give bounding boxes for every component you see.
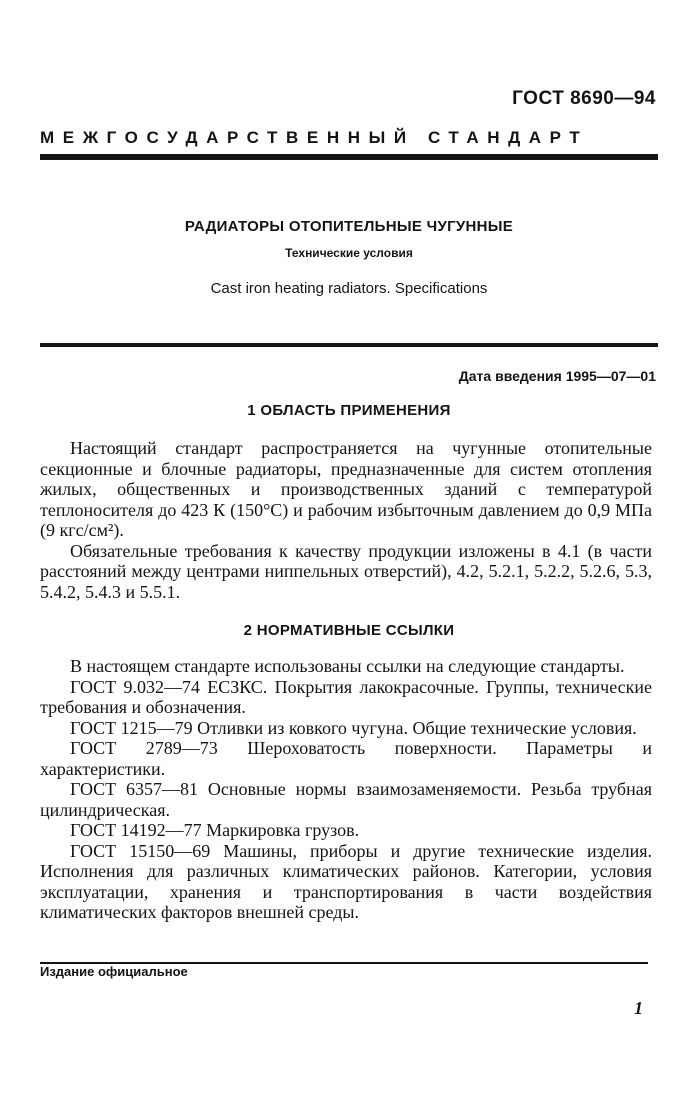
header-rule bbox=[40, 154, 658, 160]
standard-type-heading: МЕЖГОСУДАРСТВЕННЫЙ СТАНДАРТ bbox=[40, 128, 589, 147]
document-title: РАДИАТОРЫ ОТОПИТЕЛЬНЫЕ ЧУГУННЫЕ bbox=[184, 218, 514, 235]
paragraph: Настоящий стандарт распространяется на чугунные отопительные секционные и блочные радиаторы, предназначенные для систем отопления жилых, общественных и производственных зданий с температурой теплоносителя до 423 К (150°С) и рабочим избыточным давлением до 0,9 МПа (9 кгс/см²). bbox=[40, 438, 652, 540]
paragraph: ГОСТ 1215—79 Отливки из ковкого чугуна. Общие технические условия. bbox=[70, 717, 637, 738]
title-rule bbox=[40, 343, 658, 347]
paragraph: Обязательные требования к качеству продукции изложены в 4.1 (в части расстояний между центрами ниппельных отверстий), 4.2, 5.2.1, 5.2.2, 5.2.6, 5.3, 5.4.2, 5.4.3 и 5.5.1. bbox=[40, 540, 652, 602]
paragraph: ГОСТ 14192—77 Маркировка грузов. bbox=[70, 820, 360, 840]
document-title-english: Cast iron heating radiators. Specifications bbox=[210, 280, 488, 297]
edition-note: Издание официальное bbox=[40, 964, 188, 979]
paragraph: ГОСТ 6357—81 Основные нормы взаимозаменяемости. Резьба трубная цилиндрическая. bbox=[40, 779, 652, 820]
introduction-date: Дата введения 1995—07—01 bbox=[458, 368, 656, 384]
paragraph: ГОСТ 2789—73 Шероховатость поверхности. Параметры и характеристики. bbox=[40, 738, 652, 779]
section-heading-scope: 1 ОБЛАСТЬ ПРИМЕНЕНИЯ bbox=[247, 402, 451, 419]
document-subtitle: Технические условия bbox=[285, 246, 413, 260]
paragraph: В настоящем стандарте использованы ссылки на следующие стандарты. bbox=[70, 656, 625, 676]
paragraph: ГОСТ 9.032—74 ЕСЗКС. Покрытия лакокрасочные. Группы, технические требования и обозначения. bbox=[40, 676, 652, 717]
gost-number: ГОСТ 8690—94 bbox=[512, 88, 656, 109]
section-heading-references: 2 НОРМАТИВНЫЕ ССЫЛКИ bbox=[243, 622, 455, 639]
section-body-references bbox=[40, 656, 652, 923]
section-body-scope bbox=[40, 438, 652, 602]
paragraph: ГОСТ 15150—69 Машины, приборы и другие технические изделия. Исполнения для различных климатических районов. Категории, условия эксплуатации, хранения и транспортирования в части воздействия климатических факторов внешней среды. bbox=[40, 840, 652, 922]
page-number: 1 bbox=[634, 998, 643, 1018]
